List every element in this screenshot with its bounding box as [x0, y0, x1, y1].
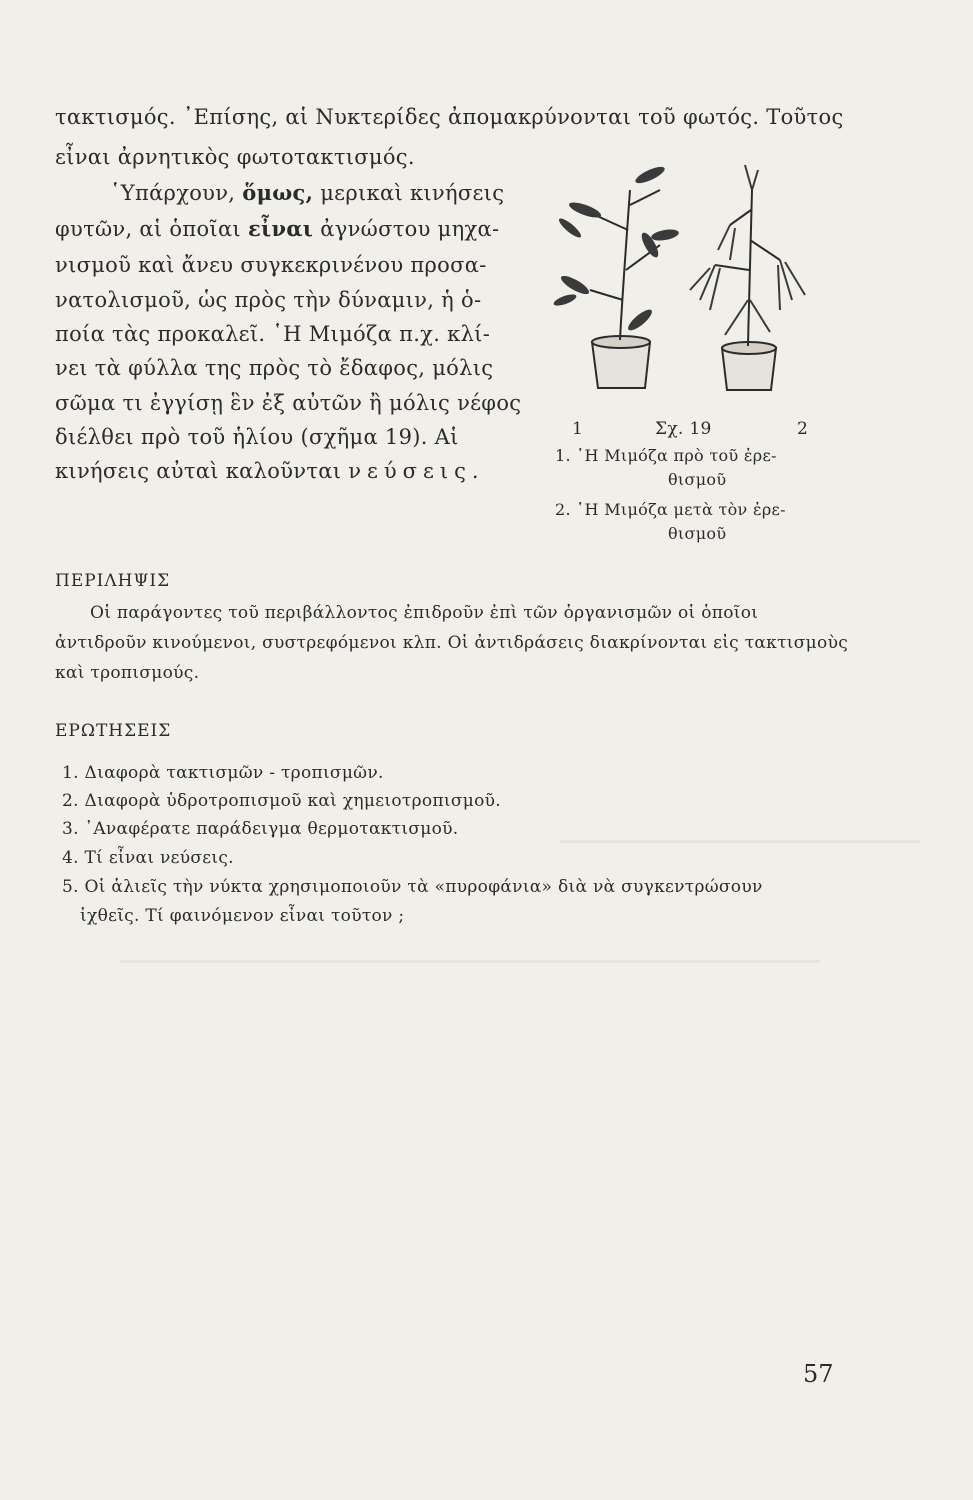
plant-1-illustration — [552, 164, 679, 388]
paragraph-2-line-5: ποία τὰς προκαλεῖ. ῾Η Μιμόζα π.χ. κλί- — [55, 322, 491, 346]
text: ἀγνώστου μηχα- — [320, 217, 500, 241]
paragraph-2-line-6: νει τὰ φύλλα της πρὸς τὸ ἔδαφος, μόλις — [55, 356, 494, 380]
summary-line-2: ἀντιδροῦν κινούμενοι, συστρεφόμενοι κλπ. Οἱ ἀντιδράσεις διακρίνονται εἰς τακτισμοὺς — [55, 633, 849, 653]
paragraph-2-line-9 — [55, 458, 485, 484]
paragraph-1-line-1: τακτισμός. ᾿Επίσης, αἱ Νυκτερίδες ἀπομακρύνονται τοῦ φωτός. Τοῦτος — [55, 105, 844, 129]
paragraph-2-line-2 — [55, 216, 499, 242]
summary-line-3: καὶ τροπισμούς. — [55, 663, 200, 683]
text: φυτῶν, αἱ ὁποῖαι — [55, 217, 241, 241]
question-2: 2. Διαφορὰ ὑδροτροπισμοῦ καὶ χημειοτροπισμοῦ. — [62, 791, 501, 811]
figure-label-1: 1 — [572, 419, 584, 439]
questions-heading: ΕΡΩΤΗΣΕΙΣ — [55, 721, 172, 741]
question-1: 1. Διαφορὰ τακτισμῶν - τροπισμῶν. — [62, 763, 384, 783]
paragraph-2-line-1 — [110, 180, 504, 206]
figure-caption-1-line-1: 1. ῾Η Μιμόζα πρὸ τοῦ ἐρε- — [555, 446, 777, 465]
text: μερικαὶ κινήσεις — [320, 181, 505, 205]
question-5-line-2: ἰχθεῖς. Τί φαινόμενον εἶναι τοῦτον ; — [80, 906, 405, 926]
figure-label-center: Σχ. 19 — [655, 419, 712, 439]
plant-2-illustration — [690, 165, 805, 390]
page-number: 57 — [803, 1360, 834, 1388]
summary-line-1: Οἱ παράγοντες τοῦ περιβάλλοντος ἐπιδροῦν ἐπὶ τῶν ὀργανισμῶν οἱ ὁποῖοι — [90, 603, 759, 623]
paragraph-2-line-4: νατολισμοῦ, ὡς πρὸς τὴν δύναμιν, ἡ ὁ- — [55, 288, 482, 312]
figure-caption-2-line-2: θισμοῦ — [668, 524, 727, 543]
figure-caption-1-line-2: θισμοῦ — [668, 470, 727, 489]
paragraph-2-line-3: νισμοῦ καὶ ἄνευ συγκεκρινένου προσα- — [55, 253, 487, 277]
question-4: 4. Τί εἶναι νεύσεις. — [62, 848, 234, 868]
text: κινήσεις αὐταὶ καλοῦνται — [55, 459, 342, 483]
question-5-line-1: 5. Οἱ ἁλιεῖς τὴν νύκτα χρησιμοποιοῦν τὰ «πυροφάνια» διὰ νὰ συγκεντρώσουν — [62, 877, 763, 897]
summary-heading: ΠΕΡΙΛΗΨΙΣ — [55, 571, 171, 591]
question-3: 3. ᾿Αναφέρατε παράδειγμα θερμοτακτισμοῦ. — [62, 819, 459, 839]
emphasis-text: ὅμως, — [242, 180, 314, 205]
figure-label-2: 2 — [797, 419, 809, 439]
paragraph-2-line-7: σῶμα τι ἐγγίσῃ ἓν ἐξ αὐτῶν ἢ μόλις νέφος — [55, 391, 522, 415]
bleed-through-texture — [120, 960, 820, 963]
paragraph-1-line-2: εἶναι ἀρνητικὸς φωτοτακτισμός. — [55, 145, 415, 169]
text: ῾Υπάρχουν, — [110, 181, 236, 205]
spaced-term: νεύσεις. — [348, 459, 485, 483]
figure-caption-2-line-1: 2. ῾Η Μιμόζα μετὰ τὸν ἐρε- — [555, 500, 786, 519]
emphasis-text: εἶναι — [247, 216, 314, 241]
bleed-through-texture — [560, 840, 920, 843]
paragraph-2-line-8: διέλθει πρὸ τοῦ ἡλίου (σχῆμα 19). Αἱ — [55, 425, 459, 449]
mimosa-figure — [530, 150, 820, 400]
